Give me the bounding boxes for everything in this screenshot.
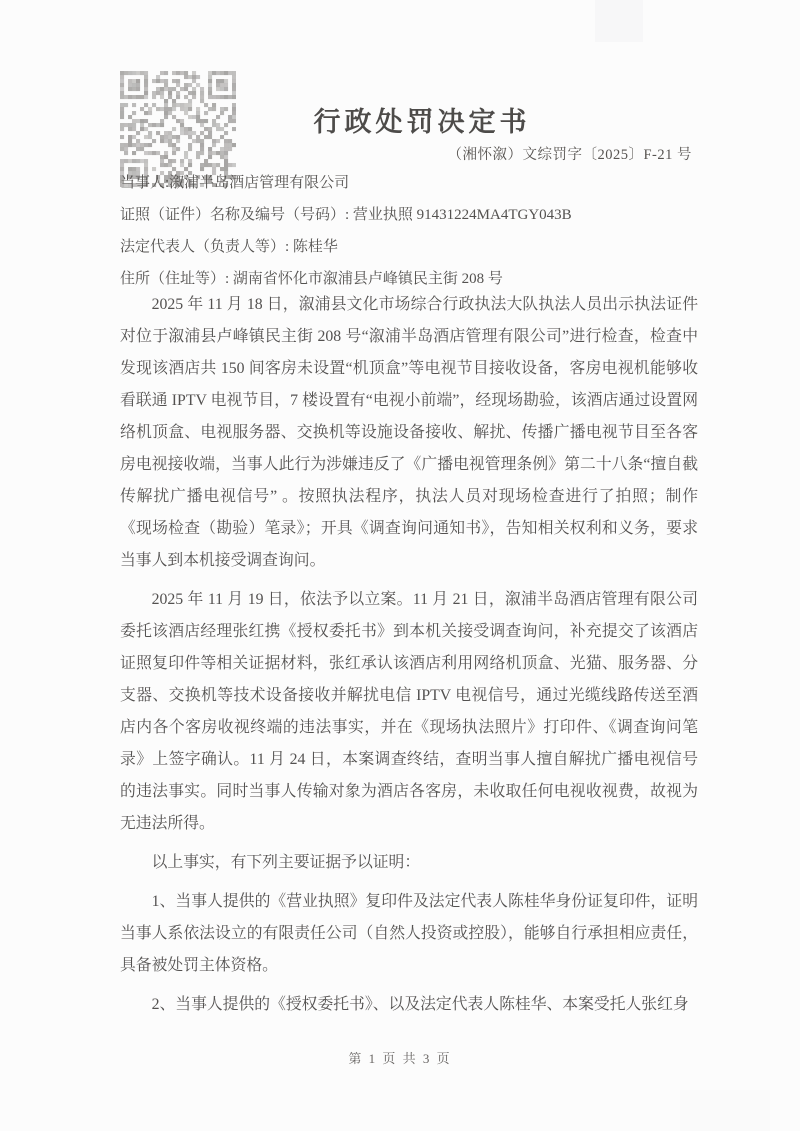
- document-title: 行政处罚决定书: [313, 107, 531, 137]
- legal-representative: 法定代表人（负责人等）: 陈桂华: [120, 239, 338, 255]
- scan-smudge: [680, 1090, 770, 1131]
- scan-smudge: [595, 0, 643, 42]
- body-paragraph-facts-1: 2025 年 11 月 18 日，溆浦县文化市场综合行政执法大队执法人员出示执法证件对位于溆浦县卢峰镇民主街 208 号“溆浦半岛酒店管理有限公司”进行检查，检查中发现该酒店共 150 间客房未设置“机顶盒”等电视节目接收设备，客房电视机能够收看联通 IPTV 电视节目，7 楼设置有“电视小前端”，经现场勘验，该酒店通过设置网络机顶盒、电视服务器、交换机等设施设备接收、解扰、传播广播电视节目至各客房电视接收端，当事人此行为涉嫌违反了《广播电视管理条例》第二十八条“擅自截传解扰广播电视信号” 。按照执法程序，执法人员对现场检查进行了拍照；制作《现场检查（勘验）笔录》；开具《调查询问通知书》，告知相关权利和义务，要求当事人到本机接受调查询问。: [120, 296, 698, 569]
- document-number: （湘怀溆）文综罚字〔2025〕F-21 号: [447, 147, 692, 163]
- party-info-block: [120, 167, 710, 295]
- body-paragraph-evidence-2: 2、当事人提供的《授权委托书》、以及法定代表人陈桂华、本案受托人张红身: [151, 996, 689, 1013]
- document-body: [120, 289, 698, 1028]
- body-paragraph-facts-2: 2025 年 11 月 19 日，依法予以立案。11 月 21 日，溆浦半岛酒店管理有限公司委托该酒店经理张红携《授权委托书》到本机关接受调查询问，补充提交了该酒店证照复印件等相关证据材料，张红承认该酒店利用网络机顶盒、光猫、服务器、分支器、交换机等技术设备接收并解扰电信 IPTV 电视信号，通过光缆线路传送至酒店内各个客房收视终端的违法事实，并在《现场执法照片》打印件、《调查询问笔录》上签字确认。11 月 24 日，本案调查终结，查明当事人擅自解扰广播电视信号的违法事实。同时当事人传输对象为酒店各客房，未收取任何电视收视费，故视为无违法所得。: [120, 591, 698, 832]
- registered-address: 住所（住址等）: 湖南省怀化市溆浦县卢峰镇民主街 208 号: [120, 271, 503, 287]
- page-number: 第 1 页 共 3 页: [348, 1051, 452, 1066]
- license-number: 证照（证件）名称及编号（号码）: 营业执照 91431224MA4TGY043B: [120, 207, 572, 223]
- body-paragraph-evidence-1: 1、当事人提供的《营业执照》复印件及法定代表人陈桂华身份证复印件，证明当事人系依法设立的有限责任公司（自然人投资或控股），能够自行承担相应责任，具备被处罚主体资格。: [120, 893, 698, 974]
- body-paragraph-evidence-intro: 以上事实，有下列主要证据予以证明：: [151, 854, 421, 871]
- party-name: 当事人:溆浦半岛酒店管理有限公司: [120, 175, 350, 191]
